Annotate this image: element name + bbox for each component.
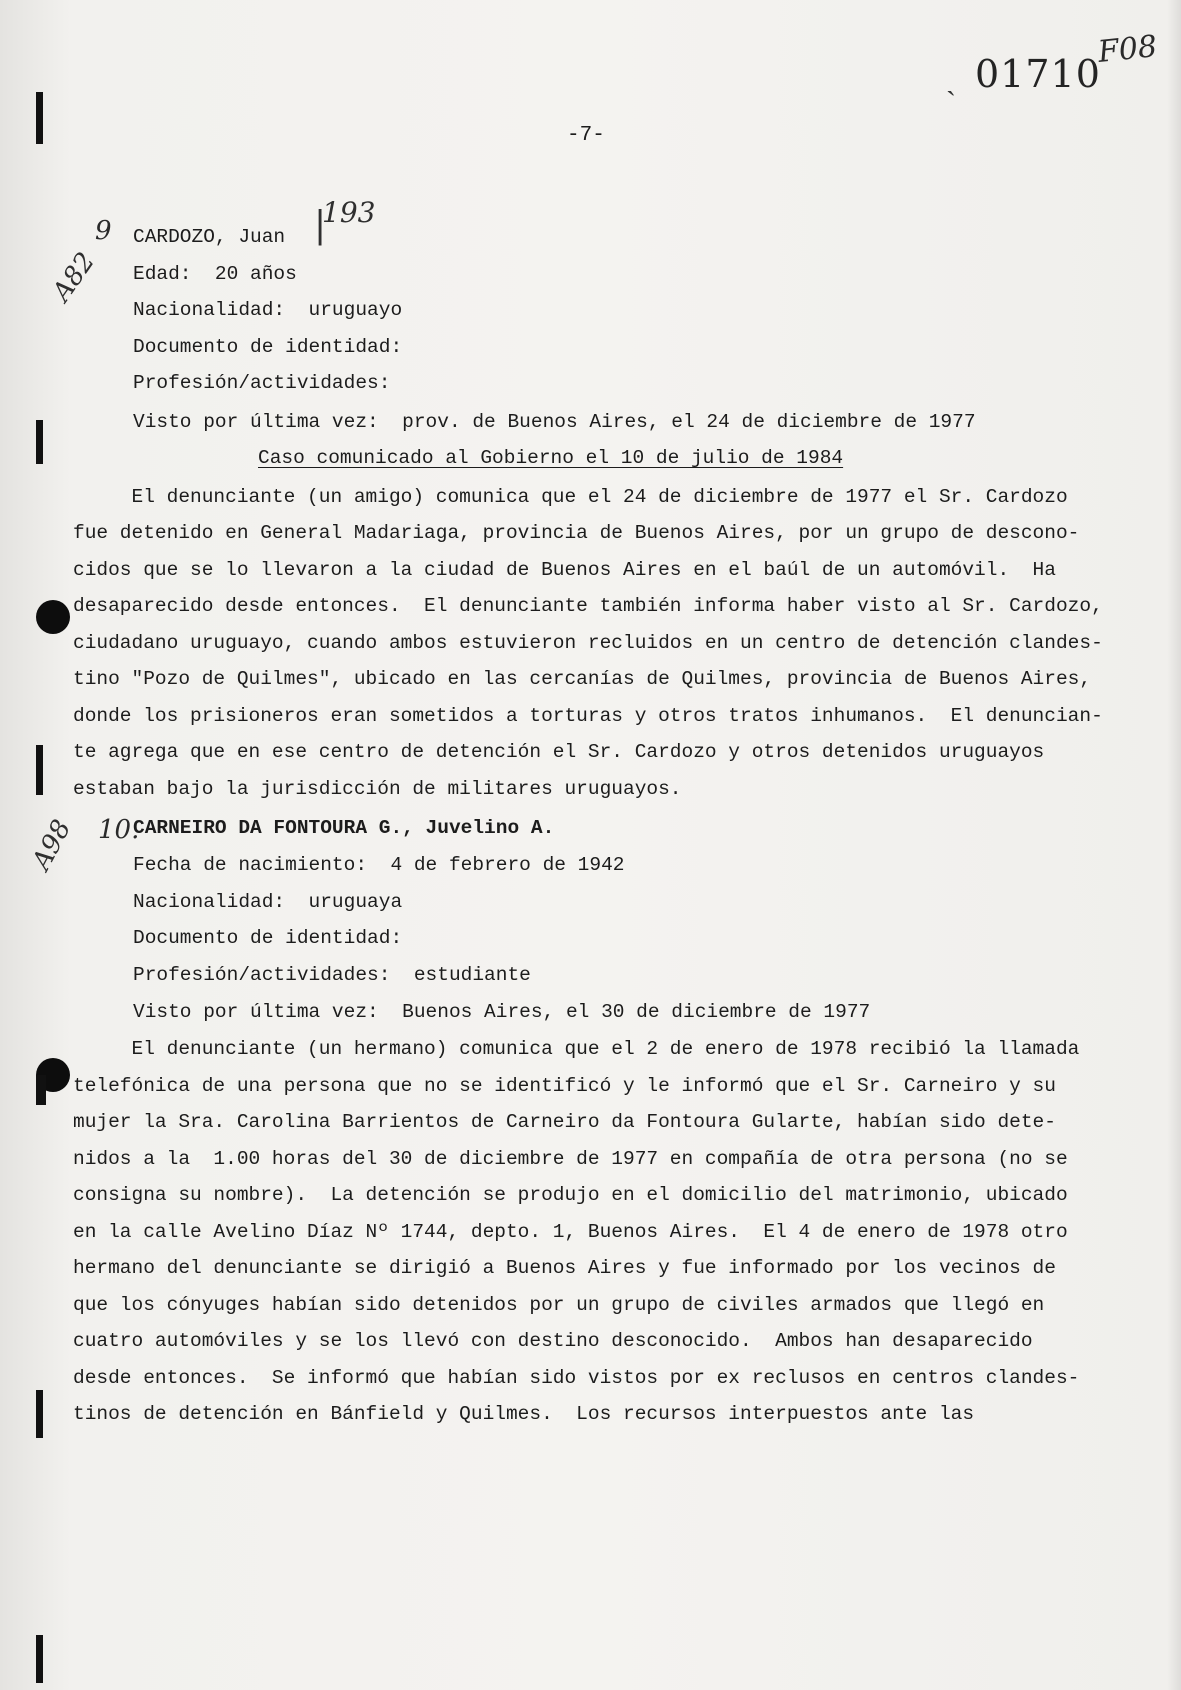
binder-mark xyxy=(36,92,43,144)
field-nacionalidad: Nacionalidad: uruguaya xyxy=(133,891,403,913)
body-line: fue detenido en General Madariaga, provincia de Buenos Aires, por un grupo de descono- xyxy=(73,522,1080,544)
margin-note-handwritten: A98 xyxy=(26,815,78,875)
case-communicated-line: Caso comunicado al Gobierno el 10 de julio de 1984 xyxy=(258,447,844,469)
field-documento: Documento de identidad: xyxy=(133,336,403,358)
binder-mark xyxy=(36,1075,46,1105)
binder-mark xyxy=(36,745,43,795)
archive-stamp-number: 01710 xyxy=(975,52,1101,96)
handwritten-annotation: 193 xyxy=(322,196,376,229)
handwritten-folio: F08 xyxy=(1096,29,1159,70)
body-line: El denunciante (un hermano) comunica que el 2 de enero de 1978 recibió la llamada xyxy=(73,1038,1080,1060)
body-line: en la calle Avelino Díaz Nº 1744, depto. 1, Buenos Aires. El 4 de enero de 1978 otro xyxy=(73,1221,1068,1243)
field-profesion: Profesión/actividades: xyxy=(133,372,391,394)
page-number: -7- xyxy=(567,124,605,147)
body-line: telefónica de una persona que no se identificó y le informó que el Sr. Carneiro y su xyxy=(73,1075,1056,1097)
body-line: El denunciante (un amigo) comunica que el 24 de diciembre de 1977 el Sr. Cardozo xyxy=(73,486,1068,508)
field-documento: Documento de identidad: xyxy=(133,927,403,949)
body-line: cuatro automóviles y se los llevó con destino desconocido. Ambos han desaparecido xyxy=(73,1330,1033,1352)
binder-mark xyxy=(36,1390,43,1438)
entry-number-handwritten: 9 xyxy=(95,216,112,246)
binder-mark xyxy=(36,420,43,464)
body-line: consigna su nombre). La detención se produjo en el domicilio del matrimonio, ubicado xyxy=(73,1184,1068,1206)
field-fecha-nacimiento: Fecha de nacimiento: 4 de febrero de 1942 xyxy=(133,854,625,876)
entry-name: CARNEIRO DA FONTOURA G., Juvelino A. xyxy=(133,817,555,839)
margin-note-handwritten: A82 xyxy=(46,247,102,307)
body-line: mujer la Sra. Carolina Barrientos de Carneiro da Fontoura Gularte, habían sido dete- xyxy=(73,1111,1056,1133)
body-line: donde los prisioneros eran sometidos a torturas y otros tratos inhumanos. El denuncian- xyxy=(73,705,1103,727)
page-edge-shadow xyxy=(1167,0,1181,1690)
field-visto: Visto por última vez: Buenos Aires, el 30 de diciembre de 1977 xyxy=(133,1001,871,1023)
stamp-tick-mark: ˎ xyxy=(946,62,956,97)
binder-mark xyxy=(36,1635,43,1683)
body-line: tino "Pozo de Quilmes", ubicado en las cercanías de Quilmes, provincia de Buenos Aires, xyxy=(73,668,1092,690)
body-line: hermano del denunciante se dirigió a Buenos Aires y fue informado por los vecinos de xyxy=(73,1257,1056,1279)
body-line: cidos que se lo llevaron a la ciudad de Buenos Aires en el baúl de un automóvil. Ha xyxy=(73,559,1056,581)
body-line: desde entonces. Se informó que habían sido vistos por ex reclusos en centros clandes- xyxy=(73,1367,1080,1389)
field-nacionalidad: Nacionalidad: uruguayo xyxy=(133,299,403,321)
handwritten-stroke: | xyxy=(314,205,327,246)
field-visto: Visto por última vez: prov. de Buenos Aires, el 24 de diciembre de 1977 xyxy=(133,411,976,433)
body-line: nidos a la 1.00 horas del 30 de diciembre de 1977 en compañía de otra persona (no se xyxy=(73,1148,1068,1170)
entry-number-handwritten: 10. xyxy=(98,815,140,845)
body-line: estaban bajo la jurisdicción de militares uruguayos. xyxy=(73,778,682,800)
punch-hole xyxy=(36,600,70,634)
entry-name: CARDOZO, Juan xyxy=(133,226,286,248)
body-line: tinos de detención en Bánfield y Quilmes. Los recursos interpuestos ante las xyxy=(73,1403,975,1425)
body-line: ciudadano uruguayo, cuando ambos estuvieron recluidos en un centro de detención clandes- xyxy=(73,632,1103,654)
body-line: que los cónyuges habían sido detenidos por un grupo de civiles armados que llegó en xyxy=(73,1294,1045,1316)
field-edad: Edad: 20 años xyxy=(133,263,297,285)
body-line: te agrega que en ese centro de detención el Sr. Cardozo y otros detenidos uruguayos xyxy=(73,741,1045,763)
body-line: desaparecido desde entonces. El denunciante también informa haber visto al Sr. Cardozo, xyxy=(73,595,1103,617)
field-profesion: Profesión/actividades: estudiante xyxy=(133,964,531,986)
